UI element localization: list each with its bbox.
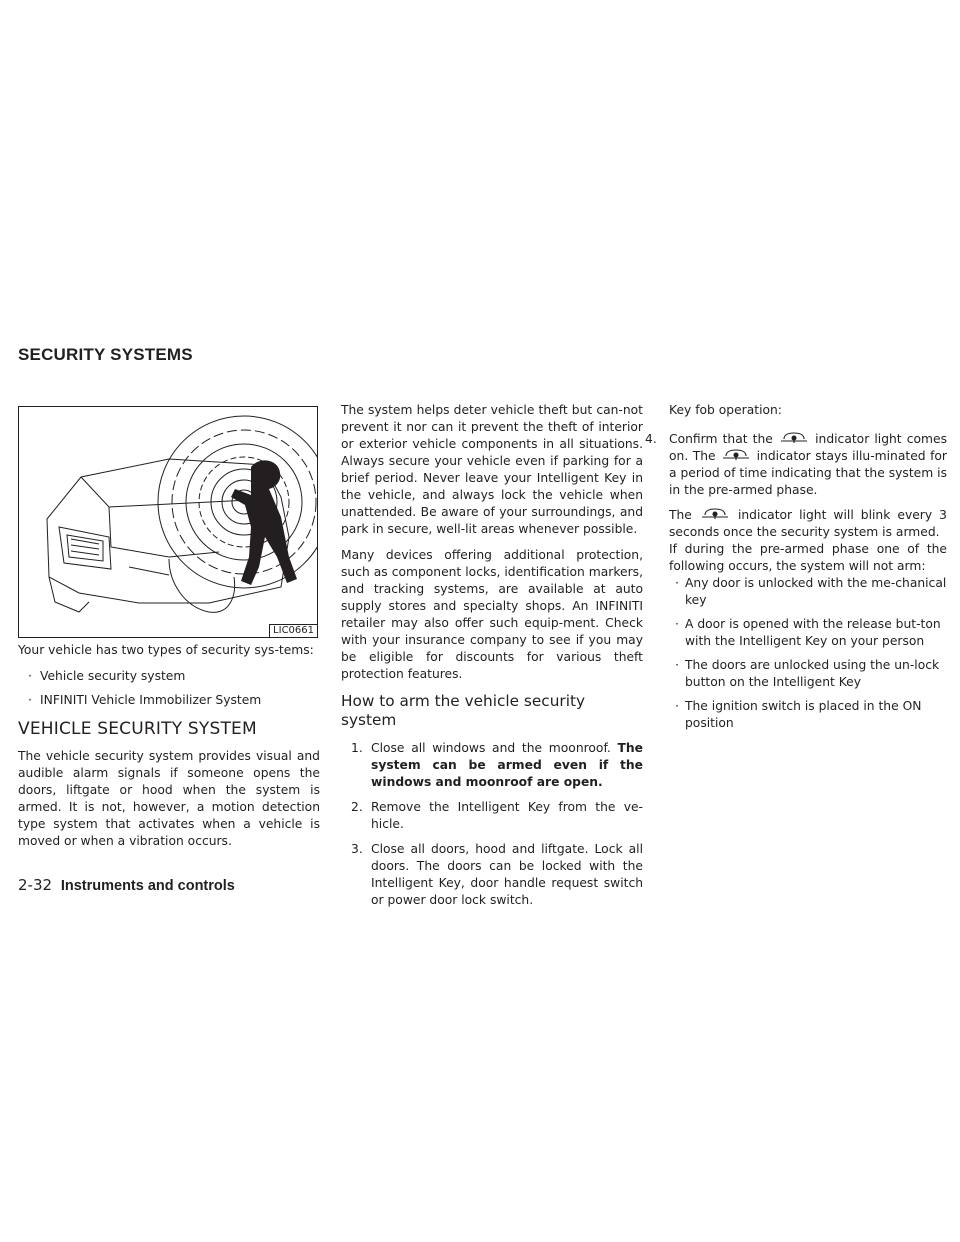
bullet: · <box>675 699 679 713</box>
bullet: · <box>28 669 32 683</box>
security-indicator-icon <box>720 448 752 462</box>
list-item <box>645 698 947 732</box>
step-number: 3. <box>351 842 363 856</box>
list-item-text: The doors are unlocked using the un-lock button on the Intelligent Key <box>685 658 940 689</box>
section-title: SECURITY SYSTEMS <box>18 345 193 364</box>
step-text: indicator light comes on. The <box>669 432 947 463</box>
security-indicator-icon <box>778 431 810 445</box>
step-text: Remove the Intelligent Key from the ve-hicle. <box>371 800 643 831</box>
list-item-text: Any door is unlocked with the me-chanical key <box>685 576 947 607</box>
list-item <box>18 692 320 709</box>
step-text: Confirm that the <box>669 432 773 446</box>
step-text: indicator stays illu-minated for a period of time indicating that the system is in the pre-armed phase. <box>669 449 947 497</box>
subheading-how-to-arm: How to arm the vehicle security system <box>341 692 585 729</box>
list-item-text: The ignition switch is placed in the ON position <box>685 699 922 730</box>
paragraph: The system helps deter vehicle theft but can-not prevent it nor can it prevent the theft of interior or exterior vehicle components in all situations. Always secure your vehicle even if parking for a brief period. Never leave your Intelligent Key in the vehicle, and always lock the vehicle when unattended. Be aware of your surroundings, and park in secure, well-lit areas whenever possible. <box>341 403 643 536</box>
column-2 <box>341 402 643 917</box>
paragraph: Many devices offering additional protection, such as component locks, identification markers, and tracking systems, are available at auto supply stores and specialty shops. An INFINITI retailer may also offer such equip-ment. Check with your insurance company to see if you may be eligible for discounts for various theft protection features. <box>341 548 643 681</box>
list-item <box>645 657 947 691</box>
list-item-text: INFINITI Vehicle Immobilizer System <box>40 693 262 707</box>
paragraph: The vehicle security system provides visual and audible alarm signals if someone opens the doors, liftgate or hood when the system is armed. It is not, however, a motion detection type system that activates when a vehicle is moved or when a vibration occurs. <box>18 749 320 848</box>
bullet: · <box>675 617 679 631</box>
text: indicator light will blink every 3 seconds once the security system is armed. <box>669 508 947 539</box>
bullet: · <box>28 693 32 707</box>
step-3 <box>341 841 643 909</box>
step-text: Close all windows and the moonroof. <box>371 741 611 755</box>
column-1 <box>18 400 320 859</box>
text: The <box>669 508 692 522</box>
list-item-text: Vehicle security system <box>40 669 186 683</box>
security-illustration <box>18 406 318 638</box>
step-4 <box>645 431 947 499</box>
heading-vehicle-security: VEHICLE SECURITY SYSTEM <box>18 719 257 739</box>
step-number: 4. <box>645 432 657 446</box>
bullet: · <box>675 576 679 590</box>
intro-text: Your vehicle has two types of security sys-tems: <box>18 643 314 657</box>
security-indicator-icon <box>699 507 731 521</box>
paragraph: If during the pre-armed phase one of the following occurs, the system will not arm: <box>669 542 947 573</box>
bullet: · <box>675 658 679 672</box>
page-number: 2-32 <box>18 876 53 894</box>
step-text: Close all doors, hood and liftgate. Lock all doors. The doors can be locked with the Intelligent Key, door handle request switch or power door lock switch. <box>371 842 643 907</box>
page-footer <box>18 876 235 894</box>
step-note: The system can be armed even if the windows and moonroof are open. <box>371 741 643 789</box>
list-item <box>645 616 947 650</box>
step-1 <box>341 740 643 791</box>
car-thief-illustration <box>19 407 318 638</box>
paragraph <box>669 507 947 541</box>
list-item <box>18 668 320 685</box>
figure-code: LIC0661 <box>269 624 317 637</box>
keyfob-label: Key fob operation: <box>669 403 782 417</box>
step-number: 1. <box>351 741 363 755</box>
column-3 <box>645 402 947 739</box>
step-2 <box>341 799 643 833</box>
footer-section: Instruments and controls <box>60 878 235 894</box>
step-number: 2. <box>351 800 363 814</box>
list-item-text: A door is opened with the release but-ton with the Intelligent Key on your person <box>685 617 941 648</box>
list-item <box>645 575 947 609</box>
